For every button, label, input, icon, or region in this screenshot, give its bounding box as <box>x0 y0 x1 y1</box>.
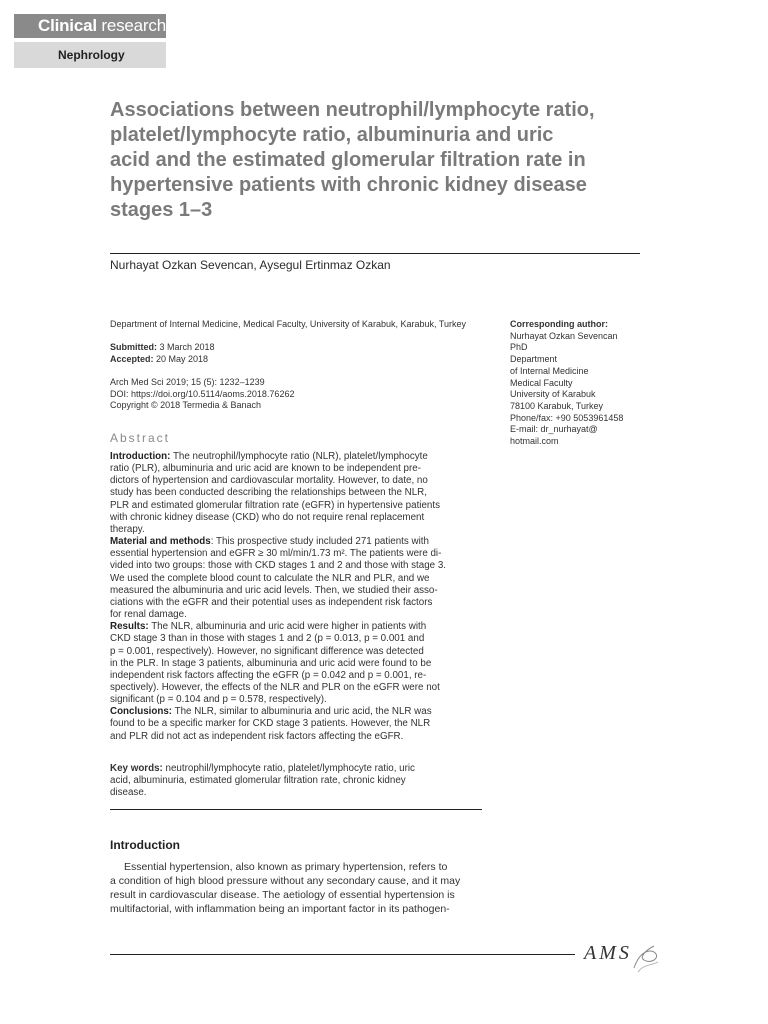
abstract-line: and PLR did not act as independent risk factors affecting the eGFR. <box>110 730 404 742</box>
abstract-line: found to be a specific marker for CKD stage 3 patients. However, the NLR <box>110 718 431 730</box>
abstract-line: independent risk factors affecting the eGFR (p = 0.042 and p = 0.001, re- <box>110 669 427 681</box>
article-dates <box>110 342 410 365</box>
corresponding-line: of Internal Medicine <box>510 365 589 376</box>
abstract-body <box>110 451 482 743</box>
corresponding-line: Nurhayat Ozkan Sevencan <box>510 330 618 341</box>
abstract-results-label: Results: <box>110 621 149 633</box>
affiliation: Department of Internal Medicine, Medical Faculty, University of Karabuk, Karabuk, Turkey <box>110 319 466 329</box>
doi-link[interactable]: DOI: https://doi.org/10.5114/aoms.2018.76262 <box>110 388 295 399</box>
abstract-line: in the PLR. In stage 3 patients, albuminuria and uric acid were found to be <box>110 657 432 669</box>
corresponding-line: Department <box>510 354 558 365</box>
abstract-line: measured the albuminuria and uric acid levels. Then, we studied their asso- <box>110 584 438 596</box>
title-line: hypertensive patients with chronic kidney disease <box>110 174 587 196</box>
footer-rule <box>110 954 575 955</box>
abstract-line: vided into two groups: those with CKD stages 1 and 2 and those with stage 3. <box>110 560 447 572</box>
accepted-label: Accepted: <box>110 353 154 364</box>
keywords <box>110 763 482 799</box>
abstract-methods-label: Material and methods <box>110 536 211 548</box>
author-list: Nurhayat Ozkan Sevencan, Aysegul Ertinmaz Ozkan <box>110 258 391 272</box>
journal-citation: Arch Med Sci 2019; 15 (5): 1232–1239 <box>110 377 265 387</box>
title-divider <box>110 253 640 254</box>
title-line: stages 1–3 <box>110 199 213 221</box>
corresponding-author <box>510 319 650 448</box>
abstract-line: significant (p = 0.104 and p = 0.578, respectively). <box>110 694 327 706</box>
abstract-intro-label: Introduction: <box>110 451 171 462</box>
submitted-date: 3 March 2018 <box>157 342 215 352</box>
abstract-line: spectively). However, the effects of the NLR and PLR on the eGFR were not <box>110 681 440 693</box>
keywords-line: neutrophil/lymphocyte ratio, platelet/lymphocyte ratio, uric <box>162 763 415 774</box>
corresponding-line: Medical Faculty <box>510 377 573 388</box>
section-tag: Nephrology <box>14 42 166 68</box>
corresponding-line: Phone/fax: +90 5053961458 <box>510 412 624 423</box>
abstract-line: ciations with the eGFR and their potential uses as independent risk factors <box>110 596 433 608</box>
title-line: acid and the estimated glomerular filtration rate in <box>110 149 586 171</box>
keywords-line: acid, albuminuria, estimated glomerular filtration rate, chronic kidney <box>110 775 406 787</box>
copyright: Copyright © 2018 Termedia & Banach <box>110 400 262 411</box>
ams-swirl-icon <box>630 944 662 974</box>
ams-logo: AMS <box>584 942 632 964</box>
abstract-line: therapy. <box>110 523 145 535</box>
intro-line: a condition of high blood pressure without any secondary cause, and it may <box>110 875 461 887</box>
intro-line: Essential hypertension, also known as primary hypertension, refers to <box>124 861 448 873</box>
corresponding-email[interactable]: hotmail.com <box>510 436 559 447</box>
title-line: Associations between neutrophil/lymphocyte ratio, <box>110 99 595 121</box>
journal-category-tag <box>14 14 166 38</box>
intro-line: result in cardiovascular disease. The aetiology of essential hypertension is <box>110 889 455 901</box>
abstract-line: We used the complete blood count to calculate the NLR and PLR, and we <box>110 572 430 584</box>
intro-line: multifactorial, with inflammation being an important factor in its pathogen- <box>110 903 450 915</box>
abstract-conclusions-label: Conclusions: <box>110 706 173 718</box>
corresponding-line: 78100 Karabuk, Turkey <box>510 400 604 411</box>
corresponding-author-label: Corresponding author: <box>510 319 608 329</box>
abstract-line: PLR and estimated glomerular filtration rate (eGFR) in hypertensive patients <box>110 499 440 511</box>
abstract-line: for renal damage. <box>110 609 187 621</box>
journal-category-rest: research <box>101 16 166 35</box>
abstract-line: : This prospective study included 271 patients with <box>210 536 429 548</box>
introduction-heading: Introduction <box>110 838 180 852</box>
abstract-line: essential hypertension and eGFR ≥ 30 ml/min/1.73 m². The patients were di- <box>110 548 442 560</box>
abstract-line: dictors of hypertension and cardiovascular mortality. However, to date, no <box>110 475 428 487</box>
keywords-line: disease. <box>110 787 147 799</box>
citation-block <box>110 377 410 412</box>
abstract-line: The NLR, similar to albuminuria and uric acid, the NLR was <box>172 706 432 718</box>
abstract-line: ratio (PLR), albuminuria and uric acid are known to be independent pre- <box>110 463 421 475</box>
submitted-label: Submitted: <box>110 342 157 352</box>
abstract-heading: Abstract <box>110 431 171 445</box>
abstract-line: with chronic kidney disease (CKD) who do not require renal replacement <box>110 511 425 523</box>
corresponding-email[interactable]: E-mail: dr_nurhayat@ <box>510 424 598 435</box>
article-title <box>110 98 630 223</box>
abstract-line: The NLR, albuminuria and uric acid were higher in patients with <box>148 621 427 633</box>
abstract-line: study has been conducted describing the relationships between the NLR, <box>110 487 427 499</box>
abstract-line: The neutrophil/lymphocyte ratio (NLR), platelet/lymphocyte <box>170 451 428 462</box>
corresponding-line: PhD <box>510 342 528 353</box>
abstract-line: p = 0.001, respectively). However, no significant difference was detected <box>110 645 424 657</box>
abstract-line: CKD stage 3 than in those with stages 1 and 2 (p = 0.013, p = 0.001 and <box>110 633 425 645</box>
accepted-date: 20 May 2018 <box>153 353 209 364</box>
abstract-divider <box>110 809 482 810</box>
journal-category-bold: Clinical <box>38 16 97 35</box>
keywords-label: Key words: <box>110 763 163 774</box>
introduction-body <box>110 860 482 916</box>
title-line: platelet/lymphocyte ratio, albuminuria and uric <box>110 124 554 146</box>
corresponding-line: University of Karabuk <box>510 389 596 400</box>
